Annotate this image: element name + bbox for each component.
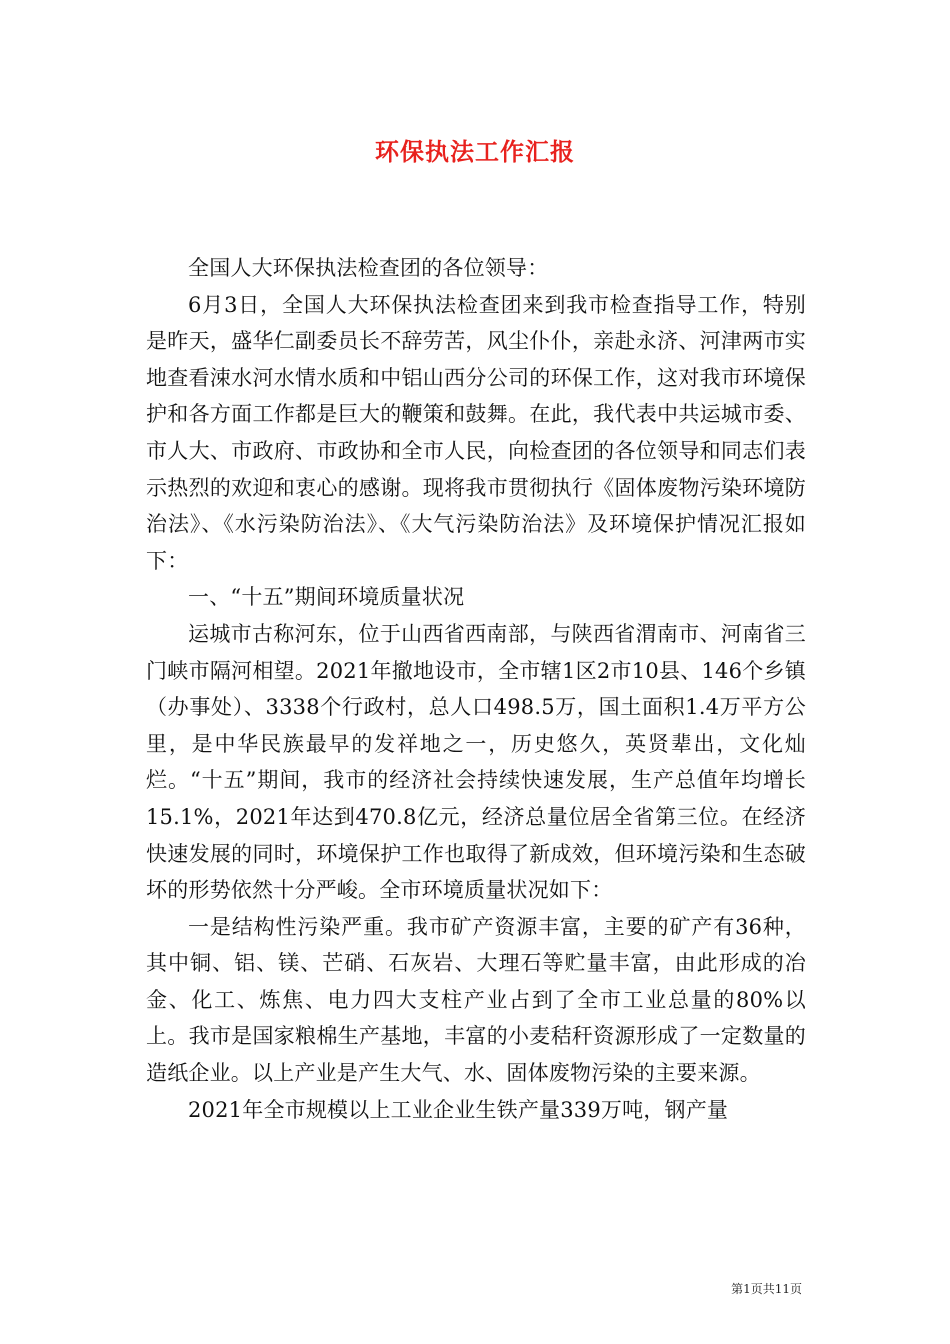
overview-paragraph: 运城市古称河东，位于山西省西南部，与陕西省渭南市、河南省三门峡市隔河相望。2021年撤地设市，全市辖1区2市10县、146个乡镇（办事处）、3338个行政村，总人口498.5万，国土面积1.4万平方公里，是中华民族最早的发祥地之一，历史悠久，英贤辈出，文化灿烂。“十五”期间，我市的经济社会持续快速发展，生产总值年均增长15.1%，2021年达到470.8亿元，经济总量位居全省第三位。在经济快速发展的同时，环境保护工作也取得了新成效，但环境污染和生态破坏的形势依然十分严峻。全市环境质量状况如下： <box>146 621 806 903</box>
section-heading: 一、“十五”期间环境质量状况 <box>188 585 465 610</box>
intro-paragraph: 6月3日，全国人大环保执法检查团来到我市检查指导工作，特别是昨天，盛华仁副委员长不辞劳苦，风尘仆仆，亲赴永济、河津两市实地查看涑水河水情水质和中铝山西分公司的环保工作，这对我市环境保护和各方面工作都是巨大的鞭策和鼓舞。在此，我代表中共运城市委、市人大、市政府、市政协和全市人民，向检查团的各位领导和同志们表示热烈的欢迎和衷心的感谢。现将我市贯彻执行《固体废物污染环境防治法》、《水污染防治法》、《大气污染防治法》及环境保护情况汇报如下： <box>146 292 806 573</box>
document-body <box>146 250 806 1128</box>
pollution-paragraph: 一是结构性污染严重。我市矿产资源丰富，主要的矿产有36种，其中铜、铝、镁、芒硝、石灰岩、大理石等贮量丰富，由此形成的冶金、化工、炼焦、电力四大支柱产业占到了全市工业总量的80%以上。我市是国家粮棉生产基地，丰富的小麦秸秆资源形成了一定数量的造纸企业。以上产业是产生大气、水、固体废物污染的主要来源。 <box>146 914 806 1086</box>
salutation-paragraph: 全国人大环保执法检查团的各位领导： <box>188 256 549 280</box>
document-title: 环保执法工作汇报 <box>375 137 575 166</box>
page-number: 第1页共11页 <box>731 1282 802 1296</box>
production-paragraph: 2021年全市规模以上工业企业生铁产量339万吨，钢产量 <box>188 1097 729 1122</box>
